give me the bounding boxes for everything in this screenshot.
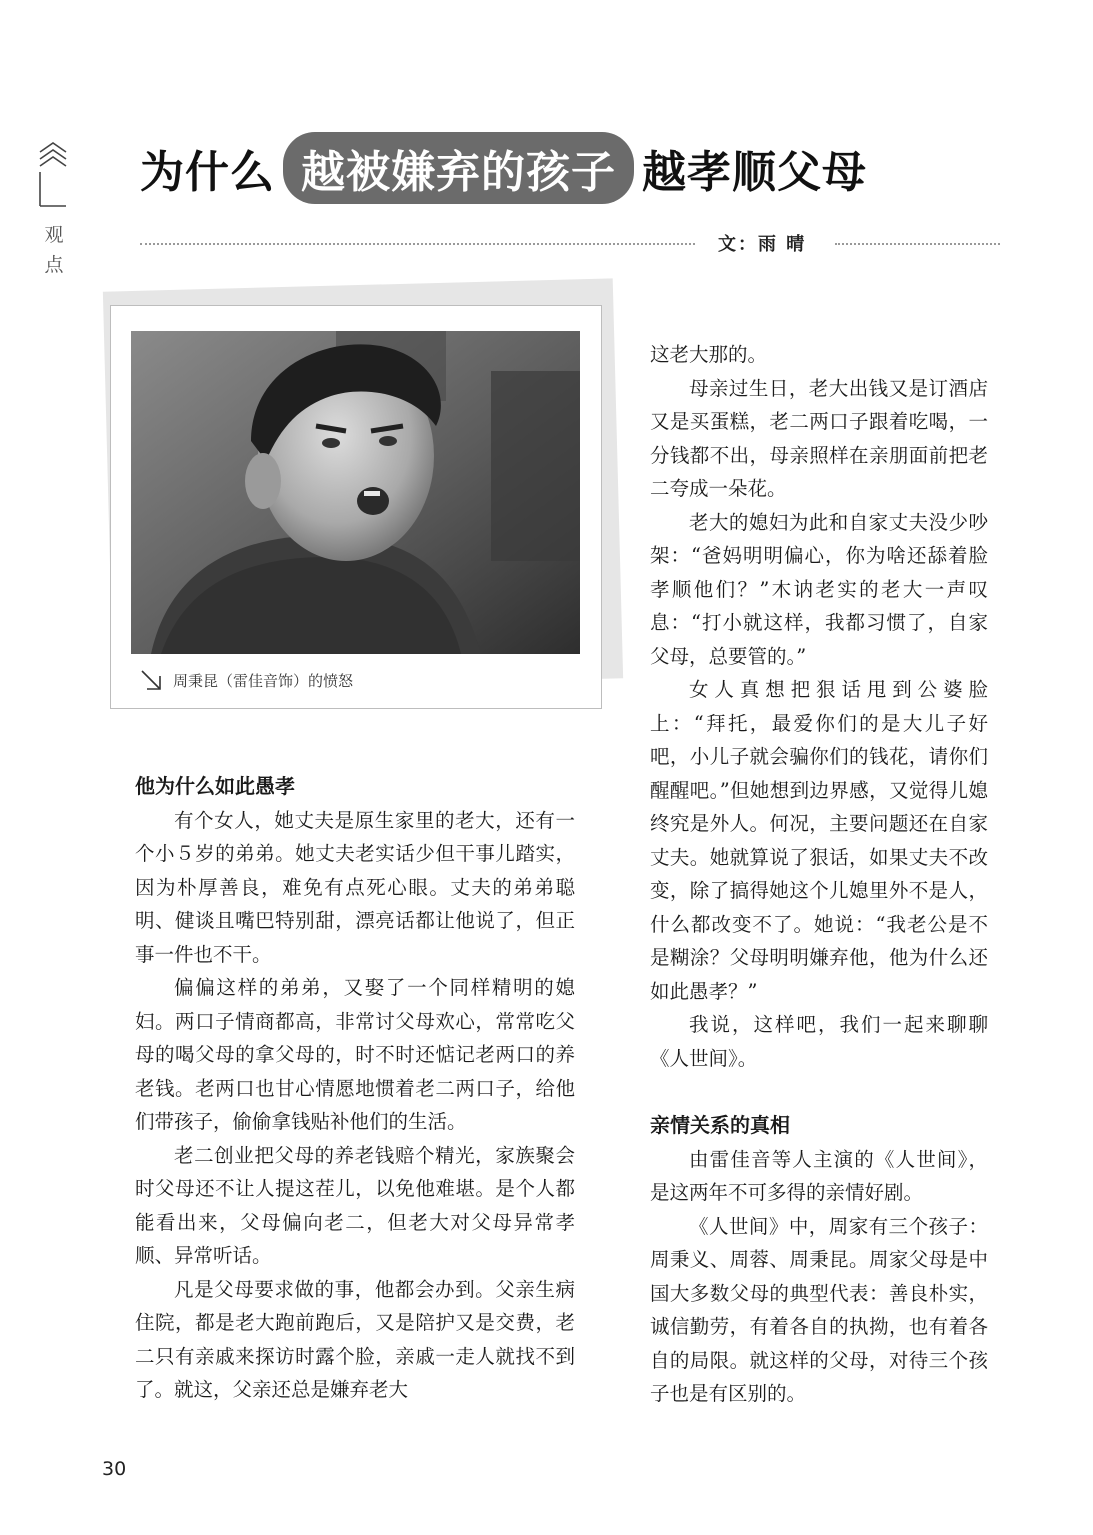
title-after: 越孝顺父母 [642, 147, 867, 198]
paragraph: 老大的媳妇为此和自家丈夫没少吵架：“爸妈明明偏心，你为啥还舔着脸孝顺他们？”木讷老实的老大一声叹息：“打小就这样，我都习惯了，自家父母，总要管的。” [650, 510, 988, 668]
photo-image [131, 331, 580, 654]
paragraph: 老二创业把父母的养老钱赔个精光，家族聚会时父母还不让人提这茬儿，以免他难堪。是个人都能看出来，父母偏向老二，但老大对父母异常孝顺、异常听话。 [135, 1143, 575, 1267]
byline: 文：雨 晴 [718, 234, 807, 255]
section-label [42, 220, 66, 280]
section-label-top: 观 [44, 224, 64, 246]
title-before: 为什么 [140, 147, 275, 198]
photo-caption [139, 668, 353, 692]
paragraph: 《人世间》中，周家有三个孩子：周秉义、周蓉、周秉昆。周家父母是中国大多数父母的典型代表：善良朴实，诚信勤劳，有着各自的执拗，也有着各自的局限。就这样的父母，对待三个孩子也是有区别的。 [650, 1214, 988, 1405]
article-title [140, 136, 867, 200]
title-highlight: 越被嫌弃的孩子 [283, 132, 634, 204]
chevron-up-icon [36, 138, 70, 210]
paragraph: 偏偏这样的弟弟，又娶了一个同样精明的媳妇。两口子情商都高，非常讨父母欢心，常常吃父母的喝父母的拿父母的，时不时还惦记老两口的养老钱。老两口也甘心情愿地惯着老二两口子，给他们带孩子，偷偷拿钱贴补他们的生活。 [135, 976, 575, 1133]
paragraph: 我说，这样吧，我们一起来聊聊《人世间》。 [650, 1013, 988, 1070]
paragraph-continued: 这老大那的。 [650, 343, 768, 366]
section-label-bottom: 点 [44, 254, 64, 276]
section-heading-1: 他为什么如此愚孝 [135, 774, 295, 798]
photo-frame [110, 305, 602, 709]
dotted-rule-left [140, 243, 695, 245]
caption-text: 周秉昆（雷佳音饰）的愤怒 [173, 671, 354, 690]
arrow-down-right-icon [139, 668, 163, 692]
paragraph: 母亲过生日，老大出钱又是订酒店又是买蛋糕，老二两口子跟着吃喝，一分钱都不出，母亲照样在亲朋面前把老二夸成一朵花。 [650, 376, 988, 500]
page-number: 30 [102, 1458, 127, 1480]
photo [131, 331, 580, 654]
byline-row [140, 230, 1000, 258]
dotted-rule-right [835, 243, 1000, 245]
paragraph: 凡是父母要求做的事，他都会办到。父亲生病住院，都是老大跑前跑后，又是陪护又是交费，老二只有亲戚来探访时露个脸，亲戚一走人就找不到了。就这，父亲还总是嫌弃老大 [135, 1277, 575, 1401]
paragraph: 有个女人，她丈夫是原生家里的老大，还有一个小５岁的弟弟。她丈夫老实话少但干事儿踏实，因为朴厚善良，难免有点死心眼。丈夫的弟弟聪明、健谈且嘴巴特别甜，漂亮话都让他说了，但正事一件也不干。 [135, 808, 575, 966]
paragraph: 由雷佳音等人主演的《人世间》，是这两年不可多得的亲情好剧。 [650, 1147, 988, 1204]
article-column-1 [135, 770, 575, 1407]
section-heading-2: 亲情关系的真相 [650, 1113, 790, 1137]
article-column-2 [650, 338, 988, 1411]
paragraph: 女人真想把狠话甩到公婆脸上：“拜托，最爱你们的是大儿子好吧，小儿子就会骗你们的钱花，请你们醒醒吧。”但她想到边界感，又觉得儿媳终究是外人。何况，主要问题还在自家丈夫。她就算说了狠话，如果丈夫不改变，除了搞得她这个儿媳里外不是人，什么都改变不了。她说：“我老公是不是糊涂？父母明明嫌弃他，他为什么还如此愚孝？” [650, 678, 988, 1003]
